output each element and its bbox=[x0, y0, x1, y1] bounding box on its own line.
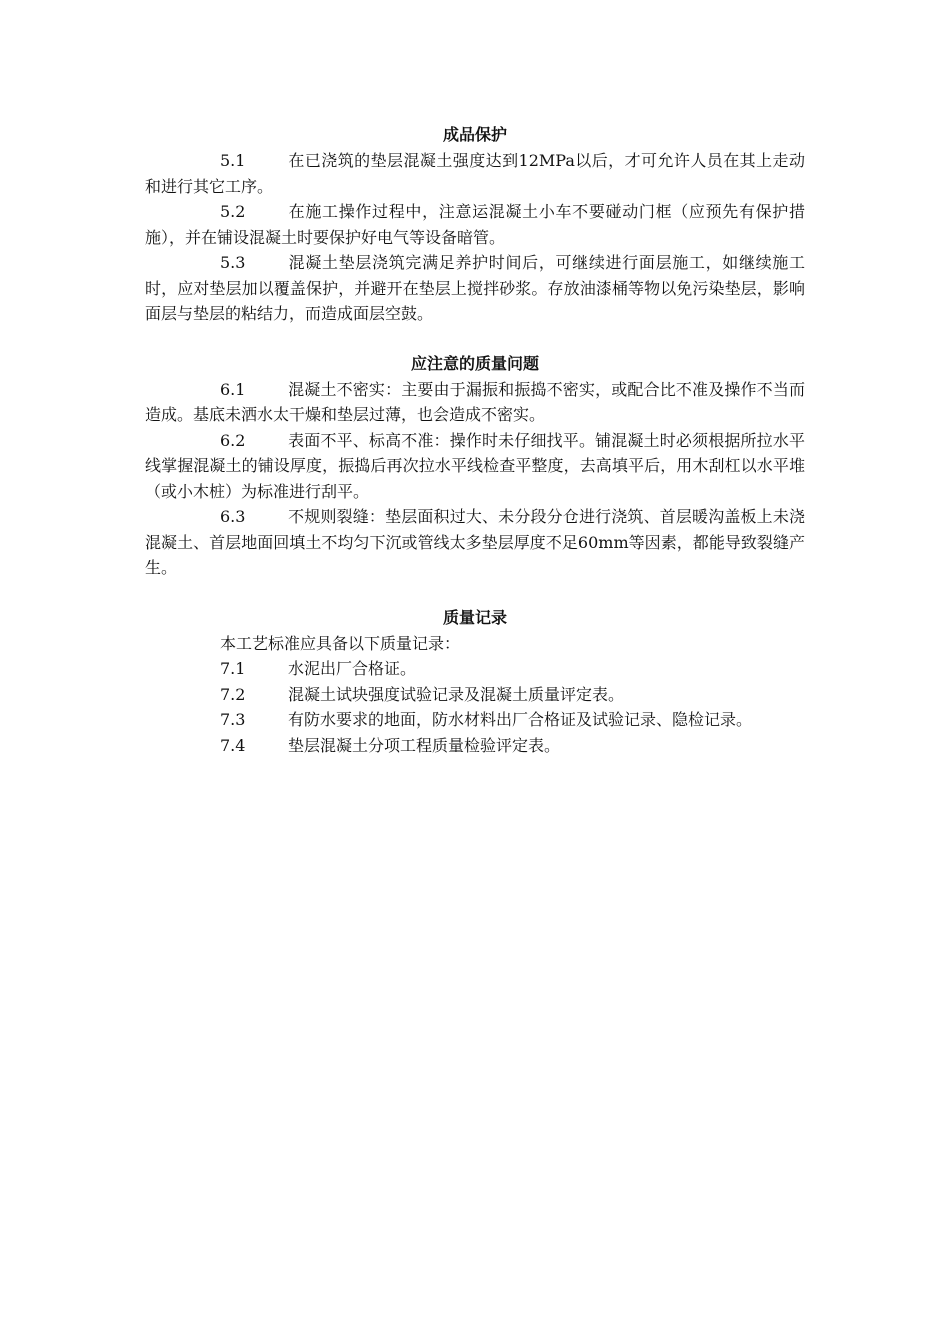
section-intro: 本工艺标准应具备以下质量记录： bbox=[220, 633, 461, 653]
list-item bbox=[145, 199, 805, 250]
item-text: 在施工操作过程中，注意运混凝土小车不要碰动门框（应预先有保护措施），并在铺设混凝土时要保护好电气等设备暗管。 bbox=[145, 202, 805, 247]
item-text: 不规则裂缝：垫层面积过大、未分段分仓进行浇筑、首层暖沟盖板上未浇混凝土、首层地面回填土不均匀下沉或管线太多垫层厚度不足60mm等因素，都能导致裂缝产生。 bbox=[145, 507, 805, 577]
document-page bbox=[145, 122, 805, 782]
item-number: 6.2 bbox=[220, 430, 246, 450]
item-text: 混凝土不密实：主要由于漏振和振捣不密实，或配合比不准及操作不当而造成。基底未洒水太干燥和垫层过薄，也会造成不密实。 bbox=[145, 379, 805, 424]
section-heading: 成品保护 bbox=[442, 125, 507, 144]
section-heading: 质量记录 bbox=[442, 607, 507, 627]
item-text: 水泥出厂合格证。 bbox=[288, 659, 417, 678]
list-item bbox=[145, 148, 805, 199]
item-number: 5.2 bbox=[220, 202, 246, 221]
item-number: 7.1 bbox=[220, 659, 246, 678]
list-item bbox=[145, 733, 805, 759]
item-text: 垫层混凝土分项工程质量检验评定表。 bbox=[288, 735, 561, 755]
list-item bbox=[145, 428, 805, 505]
list-item bbox=[145, 707, 805, 733]
item-number: 6.1 bbox=[220, 379, 246, 399]
item-text: 有防水要求的地面，防水材料出厂合格证及试验记录、隐检记录。 bbox=[288, 710, 753, 729]
item-number: 7.3 bbox=[220, 710, 246, 729]
section-quality-issues bbox=[145, 351, 805, 581]
section-quality-records bbox=[145, 605, 805, 759]
list-item bbox=[145, 656, 805, 682]
item-text: 混凝土试块强度试验记录及混凝土质量评定表。 bbox=[288, 684, 625, 704]
list-item bbox=[145, 377, 805, 428]
item-number: 5.3 bbox=[220, 253, 246, 272]
list-item bbox=[145, 504, 805, 581]
item-text: 混凝土垫层浇筑完满足养护时间后，可继续进行面层施工，如继续施工时，应对垫层加以覆盖保护，并避开在垫层上搅拌砂浆。存放油漆桶等物以免污染垫层，影响面层与垫层的粘结力，而造成面层空鼓。 bbox=[145, 253, 805, 323]
list-item bbox=[145, 682, 805, 708]
item-text: 在已浇筑的垫层混凝土强度达到12MPa以后，才可允许人员在其上走动和进行其它工序。 bbox=[145, 151, 805, 196]
section-heading: 应注意的质量问题 bbox=[410, 353, 539, 373]
item-number: 7.2 bbox=[220, 684, 246, 704]
item-number: 7.4 bbox=[220, 735, 246, 755]
item-number: 5.1 bbox=[220, 151, 246, 170]
item-number: 6.3 bbox=[220, 507, 246, 526]
list-item bbox=[145, 250, 805, 327]
section-product-protection bbox=[145, 122, 805, 327]
item-text: 表面不平、标高不准：操作时未仔细找平。铺混凝土时必须根据所拉水平线掌握混凝土的铺设厚度，振捣后再次拉水平线检查平整度，去高填平后，用木刮杠以水平堆（或小木桩）为标准进行刮平。 bbox=[145, 430, 805, 501]
